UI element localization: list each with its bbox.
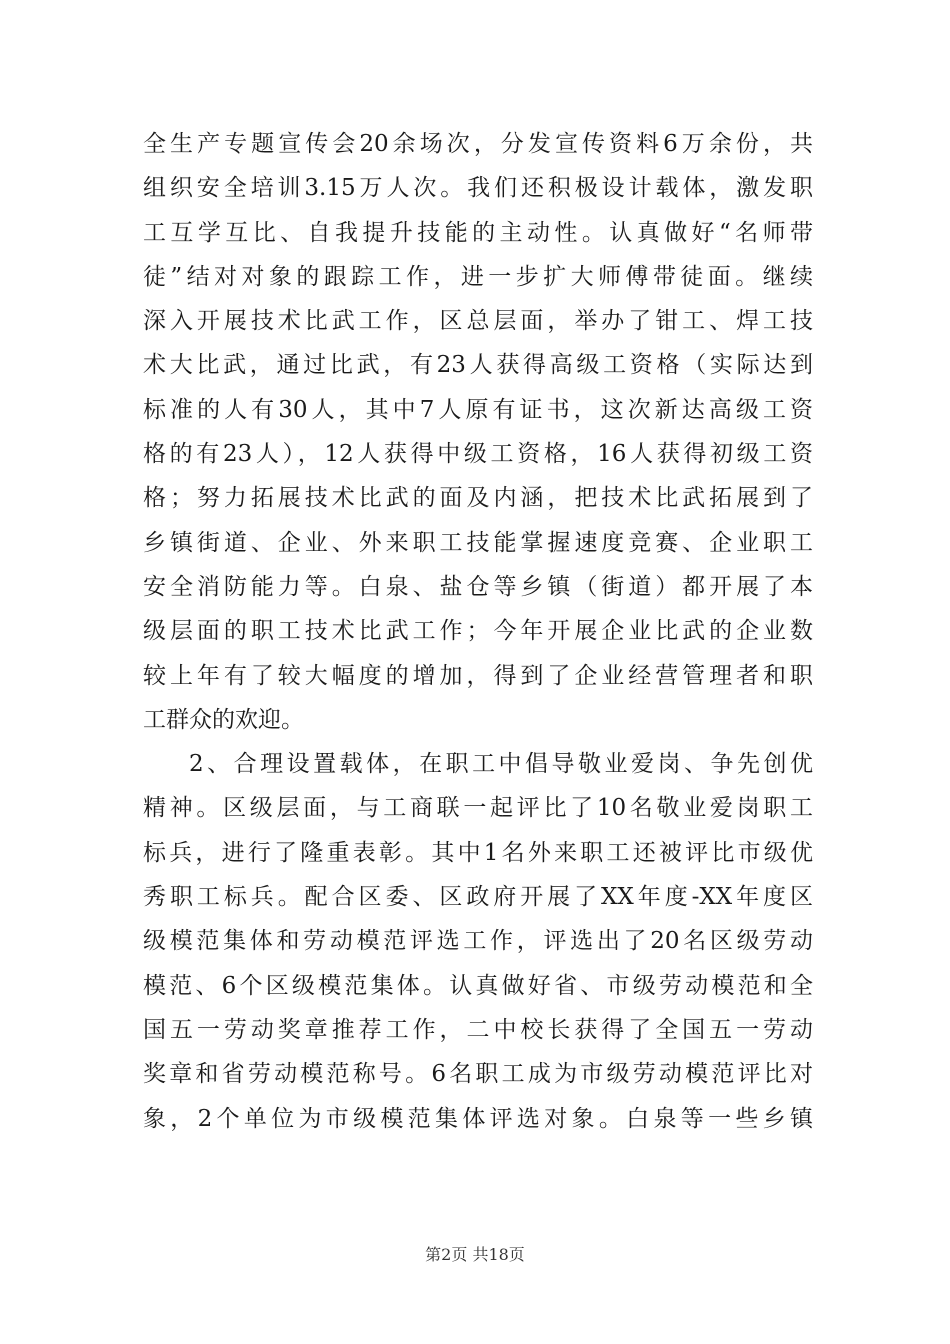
text-line: 级层面的职工技术比武工作；今年开展企业比武的企业数 <box>143 618 813 645</box>
text-line: 乡镇街道、企业、外来职工技能掌握速度竞赛、企业职工 <box>143 529 813 556</box>
paragraph <box>143 122 813 742</box>
text-line: 较上年有了较大幅度的增加，得到了企业经营管理者和职 <box>143 662 813 689</box>
text-line: 模范、6个区级模范集体。认真做好省、市级劳动模范和全 <box>143 972 813 999</box>
text-line: 精神。区级层面，与工商联一起评比了10名敬业爱岗职工 <box>143 795 813 822</box>
text-line: 级模范集体和劳动模范评选工作，评选出了20名区级劳动 <box>143 928 813 955</box>
text-line: 深入开展技术比武工作，区总层面，举办了钳工、焊工技 <box>143 308 813 335</box>
text-line: 工群众的欢迎。 <box>143 706 304 733</box>
text-line: 格；努力拓展技术比武的面及内涵，把技术比武拓展到了 <box>143 485 813 512</box>
text-line: 组织安全培训3.15万人次。我们还积极设计载体，激发职 <box>143 175 813 202</box>
text-line: 秀职工标兵。配合区委、区政府开展了XX年度-XX年度区 <box>143 884 813 911</box>
text-line: 工互学互比、自我提升技能的主动性。认真做好“名师带 <box>143 219 813 246</box>
text-line: 徒”结对对象的跟踪工作，进一步扩大师傅带徒面。继续 <box>143 263 813 290</box>
text-line: 术大比武，通过比武，有23人获得高级工资格（实际达到 <box>143 352 813 379</box>
text-line: 国五一劳动奖章推荐工作，二中校长获得了全国五一劳动 <box>143 1016 813 1043</box>
text-line: 标兵，进行了隆重表彰。其中1名外来职工还被评比市级优 <box>143 839 813 866</box>
paragraph <box>143 742 813 1141</box>
text-line: 全生产专题宣传会20余场次，分发宣传资料6万余份，共 <box>143 131 813 157</box>
text-line: 2、合理设置载体，在职工中倡导敬业爱岗、争先创优 <box>189 751 813 778</box>
text-line: 标准的人有30人，其中7人原有证书，这次新达高级工资 <box>143 396 813 423</box>
text-line: 格的有23人），12人获得中级工资格，16人获得初级工资 <box>143 441 813 468</box>
text-line: 安全消防能力等。白泉、盐仓等乡镇（街道）都开展了本 <box>143 573 813 600</box>
body-text <box>143 122 813 1141</box>
text-line: 象，2个单位为市级模范集体评选对象。白泉等一些乡镇 <box>143 1105 813 1132</box>
text-line: 奖章和省劳动模范称号。6名职工成为市级劳动模范评比对 <box>143 1061 813 1088</box>
page-footer: 第2页 共18页 <box>425 1245 525 1264</box>
